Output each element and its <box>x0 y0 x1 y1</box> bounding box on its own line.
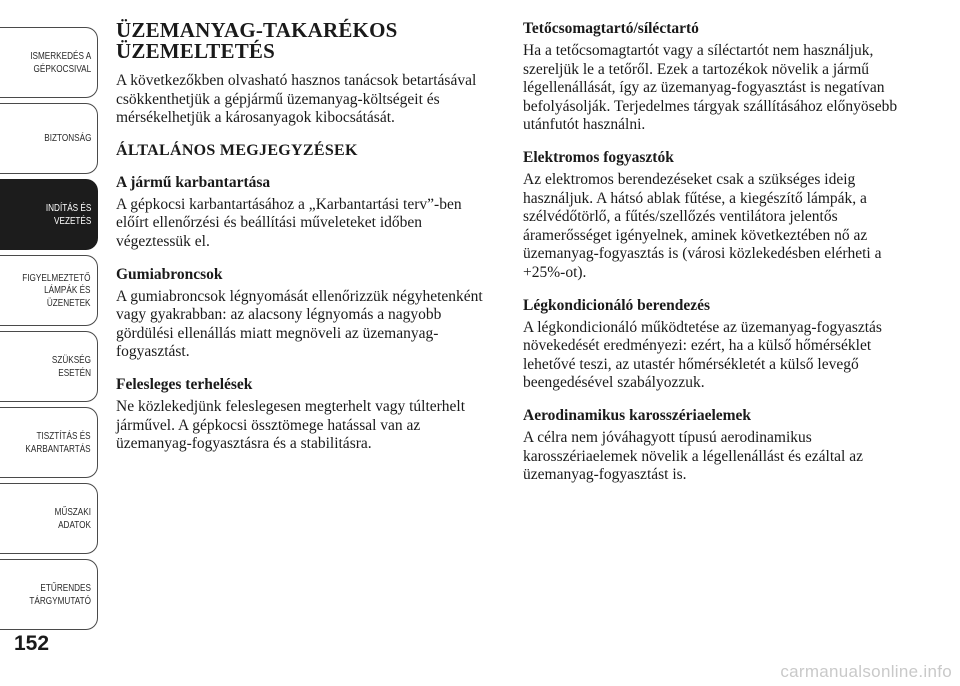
tab-label: MŰSZAKI ADATOK <box>54 506 91 531</box>
tab-label: TISZTÍTÁS ÉS KARBANTARTÁS <box>25 430 91 455</box>
section-title: ÁLTALÁNOS MEGJEGYZÉSEK <box>116 141 358 159</box>
subheading-legkondicionalo: Légkondicionáló berendezés <box>523 296 711 314</box>
watermark: carmanualsonline.info <box>780 662 952 681</box>
subheading-felesleges-terhelesek: Felesleges terhelések <box>116 375 253 393</box>
tab-label: INDÍTÁS ÉS VEZETÉS <box>45 202 91 227</box>
tab-targymutato[interactable] <box>0 559 98 630</box>
tab-label: BIZTONSÁG <box>43 132 91 145</box>
right-column <box>523 20 913 499</box>
tab-ismerkedes[interactable] <box>0 27 98 98</box>
paragraph-tetocsomagtarto: Ha a tetőcsomagtartót vagy a síléctartót nem használjuk, szereljük le a tetőről. Ezek a tartozékok növelik a jármű légellenállását, így az üzemanyag-fogyasztást is negatívan befolyásolják. Terjedelmes tárgyak szállításához előnyösebb utánfutót használni. <box>523 42 898 134</box>
paragraph-elektromos-fogyasztok: Az elektromos berendezéseket csak a szükséges ideig használjuk. A hátsó ablak fűtése, a kiegészítő lámpák, a szélvédőtörlő, a fűtés/szellőzés ventilátora jelentős áramerősséget igényelnek, aminek következtében nő az üzemanyag-fogyasztás is (városi közlekedésben elérheti a +25%-ot). <box>523 170 882 281</box>
subheading-gumiabroncsok: Gumiabroncsok <box>116 265 223 283</box>
subheading-tetocsomagtarto: Tetőcsomagtartó/síléctartó <box>523 20 699 37</box>
subheading-elektromos-fogyasztok: Elektromos fogyasztók <box>523 148 674 166</box>
tab-tisztitas-es-karbantartas[interactable] <box>0 407 98 478</box>
paragraph-gumiabroncsok: A gumiabroncsok légnyomását ellenőrizzük négyhetenként vagy gyakrabban: az alacsony légnyomás a nagyobb gördülési ellenállás miatt megnöveli az üzemanyag-fogyasztást. <box>116 287 483 361</box>
tab-inditas-es-vezetes[interactable] <box>0 179 98 250</box>
page-title: ÜZEMANYAG-TAKARÉKOS ÜZEMELTETÉS <box>116 18 398 63</box>
tab-szukseg-eseten[interactable] <box>0 331 98 402</box>
tab-label: ETŰRENDES TÁRGYMUTATÓ <box>29 582 91 607</box>
paragraph-karbantartas: A gépkocsi karbantartásához a „Karbantartási terv”-ben előírt ellenőrzési és beállítási műveleteket időben végeztessük el. <box>116 195 462 250</box>
tab-muszaki-adatok[interactable] <box>0 483 98 554</box>
tab-label: SZÜKSÉG ESETÉN <box>51 354 91 379</box>
tab-biztonsag[interactable] <box>0 103 98 174</box>
page-number: 152 <box>14 632 50 655</box>
paragraph-legkondicionalo: A légkondicionáló működtetése az üzemanyag-fogyasztás növekedését eredményezi: ezért, ha a külső hőmérséklet lehetővé teszi, az utastér hőmérsékletét a külső levegő beengedésével szabályozzuk. <box>523 318 882 392</box>
subheading-aerodinamikus: Aerodinamikus karosszériaelemek <box>523 406 752 424</box>
tab-label: ISMERKEDÉS A GÉPKOCSIVAL <box>30 50 91 75</box>
left-column <box>116 20 488 468</box>
paragraph-felesleges-terhelesek: Ne közlekedjünk feleslegesen megterhelt vagy túlterhelt járművel. A gépkocsi össztömege hatással van az üzemanyag-fogyasztásra és a stabilitásra. <box>116 397 466 453</box>
subheading-karbantartas: A jármű karbantartása <box>116 173 271 191</box>
intro-paragraph: A következőkben olvasható hasznos tanácsok betartásával csökkenthetjük a gépjármű üzemanyag-költségeit és mérsékelhetjük a károsanyagok kibocsátását. <box>116 72 477 127</box>
tab-figyelmezteto-lampak[interactable] <box>0 255 98 326</box>
paragraph-aerodinamikus: A célra nem jóváhagyott típusú aerodinamikus karosszériaelemek növelik a légellenállást és ezáltal az üzemanyag-fogyasztást is. <box>523 428 863 484</box>
tab-label: FIGYELMEZTETŐ LÁMPÁK ÉS ÜZENETEK <box>22 271 91 309</box>
